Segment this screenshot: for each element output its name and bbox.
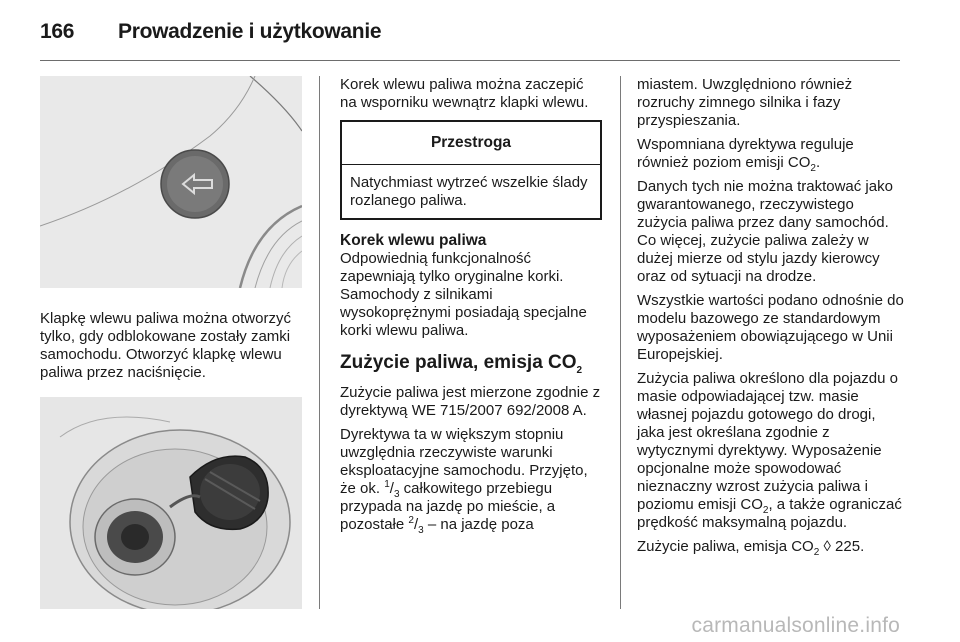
disclaimer-paragraph: Danych tych nie można traktować jako gwarantowanego, rzeczywistego zużycia paliwa przez dany samochód. Co więcej, zużycie paliwa zależy w dużej mierze od stylu jazdy kierowcy oraz od sytuacji na drodze.: [637, 178, 893, 285]
warning-box: [340, 120, 602, 220]
vehicle-mass-paragraph: Zużycia paliwa określono dla pojazdu o masie odpowiadającej tzw. masie własnej pojazdu gotowego do drogi, jaka jest określana zgodnie z wytycznymi dyrektywy. Wyposażenie opcjonalne może spowodować nieznaczny wzrost zużycia paliwa i poziomu emisji $CO_2$, a także ograniczać prędkość maksymalną pojazdu.: [637, 370, 902, 531]
reference-arrow-icon: ◊: [823, 538, 831, 555]
directive-paragraph: Zużycie paliwa jest mierzone zgodnie z dyrektywą WE 715/2007 692/2008 A.: [340, 384, 601, 419]
continuation-paragraph: miastem. Uwzględniono również rozruchy zimnego silnika i fazy przyspieszania.: [637, 76, 853, 129]
column-left: [40, 76, 310, 609]
fuel-cap-paragraph: Odpowiednią funkcjonalność zapewniają tylko oryginalne korki. Samochody z silnikami wysokoprężnymi posiadają specjalne korki wlewu paliwa.: [340, 250, 587, 339]
base-model-paragraph: Wszystkie wartości podano odnośnie do modelu bazowego ze standardowym wyposażeniem obowiązującego w Unii Europejskiej.: [637, 292, 904, 363]
consumption-heading: Zużycie paliwa, emisja $CO_2$: [340, 352, 583, 376]
reference-page: 225.: [835, 538, 865, 555]
fuel-cap-heading: Korek wlewu paliwa: [340, 232, 487, 249]
chapter-title: Prowadzenie i użytkowanie: [118, 20, 382, 43]
warning-title: Przestroga: [342, 122, 600, 165]
header-rule: [40, 60, 900, 61]
cross-reference[interactable]: Zużycie paliwa, emisja $CO_2$ ◊ 225.: [637, 538, 865, 558]
page-number: 166: [40, 20, 75, 43]
urban-share-paragraph: Dyrektywa ta w większym stopniu uwzględnia rzeczywiste warunki eksploatacyjne samochodu. Przyjęto, że ok. $^1/_3$ całkowitego przebiegu przypada na jazdę po mieście, a pozostałe $^2/_3$ – na jazdę poza: [340, 426, 588, 536]
watermark: carmanualsonline.info: [691, 614, 900, 637]
column-middle: [340, 76, 602, 540]
cap-hook-paragraph: Korek wlewu paliwa można zaczepić na wsporniku wewnątrz klapki wlewu.: [340, 76, 589, 111]
fuel-flap-caption: Klapkę wlewu paliwa można otworzyć tylko, gdy odblokowane zostały zamki samochodu. Otworzyć klapkę wlewu paliwa przez naciśnięcie.: [40, 310, 291, 381]
warning-text: Natychmiast wytrzeć wszelkie ślady rozlanego paliwa.: [350, 174, 588, 209]
fuel-flap-illustration: [40, 76, 302, 288]
fuel-cap-illustration: [40, 397, 302, 609]
column-divider: [319, 76, 320, 609]
column-right: [637, 76, 907, 562]
column-divider: [620, 76, 621, 609]
emission-paragraph: Wspomniana dyrektywa reguluje również poziom emisji $CO_2$.: [637, 136, 854, 174]
